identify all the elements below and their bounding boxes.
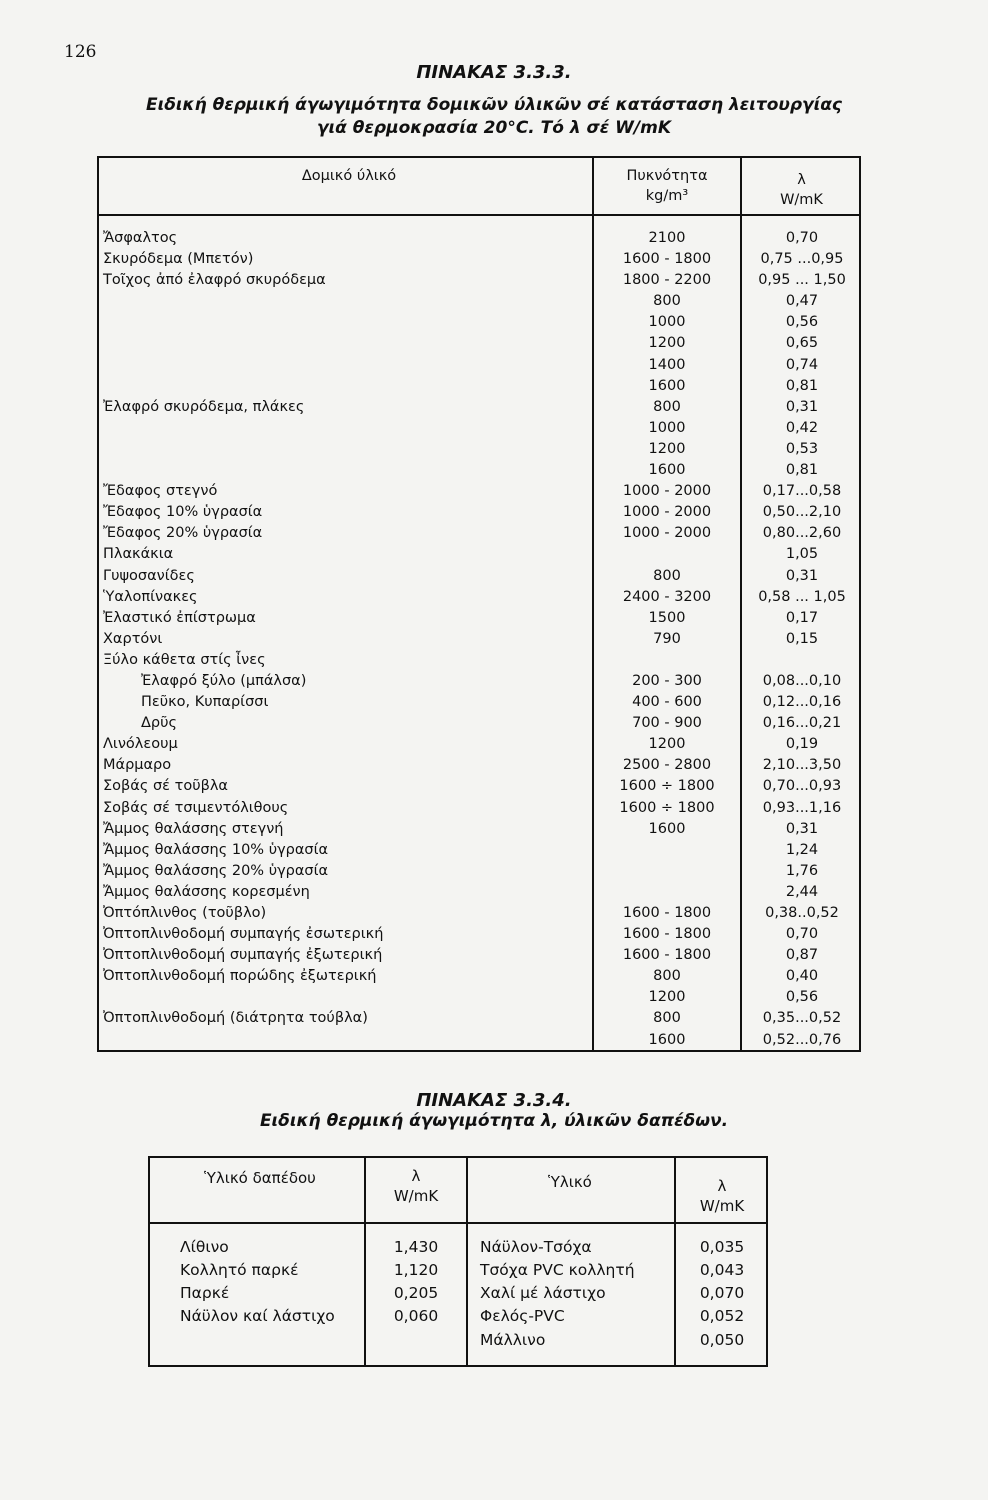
- lambda1-cell: 0,060: [393, 1307, 439, 1325]
- header-lambda1: [366, 1166, 466, 1206]
- density-cell: 1000 - 2000: [622, 525, 712, 542]
- floor-material-cell: Παρκέ: [180, 1284, 230, 1302]
- table-row: [99, 439, 859, 460]
- table-row: [99, 249, 859, 270]
- table-row: [99, 460, 859, 481]
- lambda-cell: 1,76: [785, 862, 819, 879]
- material-cell: Ὀπτόπλινθος (τοῦβλο): [103, 905, 267, 921]
- table-row: [99, 1008, 859, 1029]
- lambda-cell: 0,16...0,21: [762, 715, 842, 732]
- material-cell: Νάϋλον-Τσόχα: [480, 1238, 592, 1256]
- lambda-cell: 0,93...1,16: [762, 799, 842, 816]
- material-cell: Χαλί μέ λάστιχο: [480, 1284, 606, 1302]
- material-cell: Ὑαλοπίνακες: [103, 588, 198, 605]
- material-cell: Ἐλαστικό ἐπίστρωμα: [103, 609, 256, 626]
- density-cell: 800: [653, 398, 681, 415]
- material-cell: Ξύλο κάθετα στίς ἶνες: [103, 651, 266, 668]
- density-cell: 2500 - 2800: [622, 757, 712, 774]
- density-cell: 1200: [648, 736, 686, 753]
- density-cell: 1400: [648, 356, 686, 373]
- header-lambda2-unit: W/mK: [699, 1197, 745, 1215]
- density-cell: 1200: [648, 989, 686, 1006]
- material-cell: Δρῦς: [141, 715, 178, 732]
- lambda-cell: 2,10...3,50: [762, 757, 842, 774]
- header-divider: [99, 214, 859, 216]
- table-row: [99, 397, 859, 418]
- material-cell: Πεῦκο, Κυπαρίσσι: [141, 694, 269, 711]
- table-row: [99, 924, 859, 945]
- lambda-cell: 0,70: [785, 926, 819, 943]
- density-cell: 1600 ÷ 1800: [619, 799, 715, 816]
- lambda-cell: 0,35...0,52: [762, 1010, 842, 1027]
- density-cell: 1600 - 1800: [622, 926, 712, 943]
- header-lambda2-symbol: λ: [717, 1177, 727, 1195]
- header-floor-material: Ὑλικό δαπέδου: [204, 1169, 316, 1187]
- density-cell: 1600: [648, 1031, 686, 1048]
- lambda-cell: 0,15: [785, 630, 819, 647]
- lambda-cell: 0,95 ... 1,50: [758, 272, 846, 289]
- material-cell: Ἄμμος θαλάσσης στεγνή: [103, 820, 284, 837]
- density-cell: 2100: [648, 230, 686, 246]
- header-lambda-unit: W/mK: [780, 192, 823, 208]
- table-row: [99, 819, 859, 840]
- header-material: Δομικό ύλικό: [301, 168, 397, 184]
- density-cell: 1200: [648, 440, 686, 457]
- table-row: [99, 629, 859, 650]
- density-cell: 800: [653, 567, 681, 584]
- density-cell: 1600: [648, 820, 686, 837]
- lambda2-cell: 0,052: [699, 1307, 745, 1325]
- lambda-cell: 0,17...0,58: [762, 483, 842, 500]
- table1-title: ΠΙΝΑΚΑΣ 3.3.3.: [416, 62, 572, 83]
- material-cell: Λινόλεουμ: [103, 736, 178, 753]
- header-lambda-symbol: λ: [797, 172, 806, 188]
- lambda-cell: 0,19: [785, 736, 819, 753]
- table-row: [99, 481, 859, 502]
- lambda-cell: 0,31: [785, 398, 819, 415]
- material-cell: Σοβάς σέ τσιμεντόλιθους: [103, 799, 289, 816]
- material-cell: Ἐλαφρό ξύλο (μπάλσα): [141, 672, 307, 689]
- table-row: [99, 734, 859, 755]
- table-row: [99, 861, 859, 882]
- table1-caption-line1: Ειδική θερμική άγωγιμότητα δομικῶν ύλικῶν σέ κατάσταση λειτουργίας: [146, 95, 842, 115]
- density-cell: 1000: [648, 419, 686, 436]
- header-lambda2: [676, 1176, 768, 1216]
- table-row: [99, 291, 859, 312]
- density-cell: 1600 - 1800: [622, 905, 712, 921]
- density-cell: 1800 - 2200: [622, 272, 712, 289]
- table-row: [150, 1305, 766, 1328]
- lambda1-cell: 0,205: [393, 1284, 439, 1302]
- density-cell: 800: [653, 1010, 681, 1027]
- density-cell: 800: [653, 968, 681, 985]
- density-cell: 1000 - 2000: [622, 504, 712, 521]
- table-row: [99, 840, 859, 861]
- table-row: [99, 270, 859, 291]
- lambda2-cell: 0,035: [699, 1238, 745, 1256]
- header-density: [594, 166, 740, 206]
- lambda1-cell: 1,120: [393, 1261, 439, 1279]
- table-row: [99, 755, 859, 776]
- lambda-cell: 0,53: [785, 440, 819, 457]
- density-cell: 800: [653, 293, 681, 310]
- lambda-cell: 0,50...2,10: [762, 504, 842, 521]
- lambda-cell: 0,42: [785, 419, 819, 436]
- lambda-cell: 0,70...0,93: [762, 778, 842, 795]
- table-row: [99, 882, 859, 903]
- lambda-cell: 0,31: [785, 567, 819, 584]
- table-row: [150, 1282, 766, 1305]
- material-cell: Ὀπτοπλινθοδομή συμπαγής ἐξωτερική: [103, 947, 383, 964]
- lambda-cell: 0,40: [785, 968, 819, 985]
- lambda-cell: 0,56: [785, 314, 819, 331]
- header-density-label: Πυκνότητα: [626, 168, 708, 184]
- table-row: [99, 376, 859, 397]
- lambda2-cell: 0,043: [699, 1261, 745, 1279]
- table-row: [99, 987, 859, 1008]
- table2-title: ΠΙΝΑΚΑΣ 3.3.4.: [416, 1090, 572, 1111]
- table-row: [99, 333, 859, 354]
- header-lambda1-unit: W/mK: [393, 1187, 439, 1205]
- material-cell: Ὀπτοπλινθοδομή συμπαγής ἐσωτερική: [103, 926, 384, 943]
- table-row: [150, 1329, 766, 1352]
- lambda-cell: 0,81: [785, 377, 819, 394]
- table-row: [99, 355, 859, 376]
- lambda-cell: 0,12...0,16: [762, 694, 842, 711]
- table-row: [99, 903, 859, 924]
- material-cell: Ἄμμος θαλάσσης 10% ὑγρασία: [103, 841, 329, 858]
- table-row: [99, 587, 859, 608]
- lambda2-cell: 0,070: [699, 1284, 745, 1302]
- lambda-cell: 0,87: [785, 947, 819, 964]
- header-density-unit: kg/m³: [645, 188, 689, 204]
- table-row: [99, 713, 859, 734]
- density-cell: 1500: [648, 609, 686, 626]
- material-cell: Σκυρόδεμα (Μπετόν): [103, 251, 254, 268]
- table-body: [99, 228, 859, 1051]
- table-row: [99, 671, 859, 692]
- lambda-cell: 0,38..0,52: [765, 905, 839, 921]
- density-cell: 400 - 600: [632, 694, 702, 711]
- table-row: [150, 1259, 766, 1282]
- density-cell: 1600: [648, 462, 686, 479]
- material-cell: Μάρμαρο: [103, 757, 172, 774]
- material-cell: Ἐλαφρό σκυρόδεμα, πλάκες: [103, 398, 305, 415]
- lambda-cell: 1,24: [785, 841, 819, 858]
- table-row: [99, 502, 859, 523]
- material-cell: Φελός-PVC: [480, 1307, 565, 1325]
- table-row: [99, 523, 859, 544]
- lambda2-cell: 0,050: [699, 1331, 745, 1349]
- floor-materials-table: [148, 1156, 768, 1367]
- material-cell: Ἄσφαλτος: [103, 230, 178, 246]
- lambda1-cell: 1,430: [393, 1238, 439, 1256]
- material-cell: Τοῖχος ἀπό ἐλαφρό σκυρόδεμα: [103, 272, 326, 289]
- table-row: [99, 312, 859, 333]
- density-cell: 1600 - 1800: [622, 251, 712, 268]
- header-lambda: [742, 170, 861, 210]
- density-cell: 1000: [648, 314, 686, 331]
- header-divider: [150, 1222, 766, 1224]
- table-row: [99, 1030, 859, 1051]
- material-cell: Μάλλινο: [480, 1331, 546, 1349]
- material-cell: Χαρτόνι: [103, 630, 163, 647]
- table-row: [99, 966, 859, 987]
- density-cell: 200 - 300: [632, 672, 702, 689]
- density-cell: 1000 - 2000: [622, 483, 712, 500]
- density-cell: 1600: [648, 377, 686, 394]
- floor-material-cell: Κολλητό παρκέ: [180, 1261, 299, 1279]
- density-cell: 1200: [648, 335, 686, 352]
- lambda-cell: 0,65: [785, 335, 819, 352]
- table-row: [150, 1236, 766, 1259]
- thermal-conductivity-table: [97, 156, 861, 1052]
- floor-material-cell: Λίθινο: [180, 1238, 229, 1256]
- density-cell: 1600 - 1800: [622, 947, 712, 964]
- page-number: 126: [64, 42, 97, 62]
- lambda-cell: 0,08...0,10: [762, 672, 842, 689]
- header-material2: Ὑλικό: [548, 1173, 592, 1191]
- table1-caption-line2: γιά θερμοκρασία 20°C. Τό λ σέ W/mK: [316, 118, 672, 138]
- table-row: [99, 650, 859, 671]
- table2-caption: Ειδική θερμική άγωγιμότητα λ, ύλικῶν δαπέδων.: [259, 1111, 729, 1131]
- lambda-cell: 0,56: [785, 989, 819, 1006]
- table-row: [99, 608, 859, 629]
- material-cell: Ἄμμος θαλάσσης 20% ὑγρασία: [103, 862, 329, 879]
- material-cell: Ὀπτοπλινθοδομή (διάτρητα τούβλα): [103, 1010, 368, 1027]
- material-cell: Ἔδαφος 20% ὑγρασία: [103, 525, 263, 542]
- lambda-cell: 0,17: [785, 609, 819, 626]
- table-row: [99, 566, 859, 587]
- material-cell: Ἔδαφος στεγνό: [103, 483, 218, 500]
- table-row: [99, 692, 859, 713]
- table1-caption: [0, 94, 988, 140]
- lambda-cell: 0,52...0,76: [762, 1031, 842, 1048]
- material-cell: Πλακάκια: [103, 546, 174, 563]
- lambda-cell: 0,58 ... 1,05: [758, 588, 846, 605]
- density-cell: 790: [653, 630, 681, 647]
- lambda-cell: 0,80...2,60: [762, 525, 842, 542]
- lambda-cell: 0,70: [785, 230, 819, 246]
- floor-material-cell: Νάϋλον καί λάστιχο: [180, 1307, 335, 1325]
- table-row: [99, 776, 859, 797]
- table-row: [99, 798, 859, 819]
- lambda-cell: 0,81: [785, 462, 819, 479]
- material-cell: Ἔδαφος 10% ὑγρασία: [103, 504, 263, 521]
- density-cell: 2400 - 3200: [622, 588, 712, 605]
- material-cell: Γυψοσανίδες: [103, 567, 195, 584]
- density-cell: 700 - 900: [632, 715, 702, 732]
- lambda-cell: 0,75 ...0,95: [760, 251, 844, 268]
- table-row: [99, 544, 859, 565]
- lambda-cell: 0,74: [785, 356, 819, 373]
- header-lambda1-symbol: λ: [411, 1167, 421, 1185]
- material-cell: Ἄμμος θαλάσσης κορεσμένη: [103, 883, 310, 900]
- material-cell: Σοβάς σέ τοῦβλα: [103, 778, 228, 795]
- lambda-cell: 0,47: [785, 293, 819, 310]
- material-cell: Ὀπτοπλινθοδομή πορώδης ἐξωτερική: [103, 968, 377, 985]
- table-row: [99, 945, 859, 966]
- lambda-cell: 2,44: [785, 883, 819, 900]
- table-row: [99, 228, 859, 249]
- lambda-cell: 1,05: [785, 546, 819, 563]
- density-cell: 1600 ÷ 1800: [619, 778, 715, 795]
- material-cell: Τσόχα PVC κολλητή: [480, 1261, 635, 1279]
- table-row: [99, 418, 859, 439]
- lambda-cell: 0,31: [785, 820, 819, 837]
